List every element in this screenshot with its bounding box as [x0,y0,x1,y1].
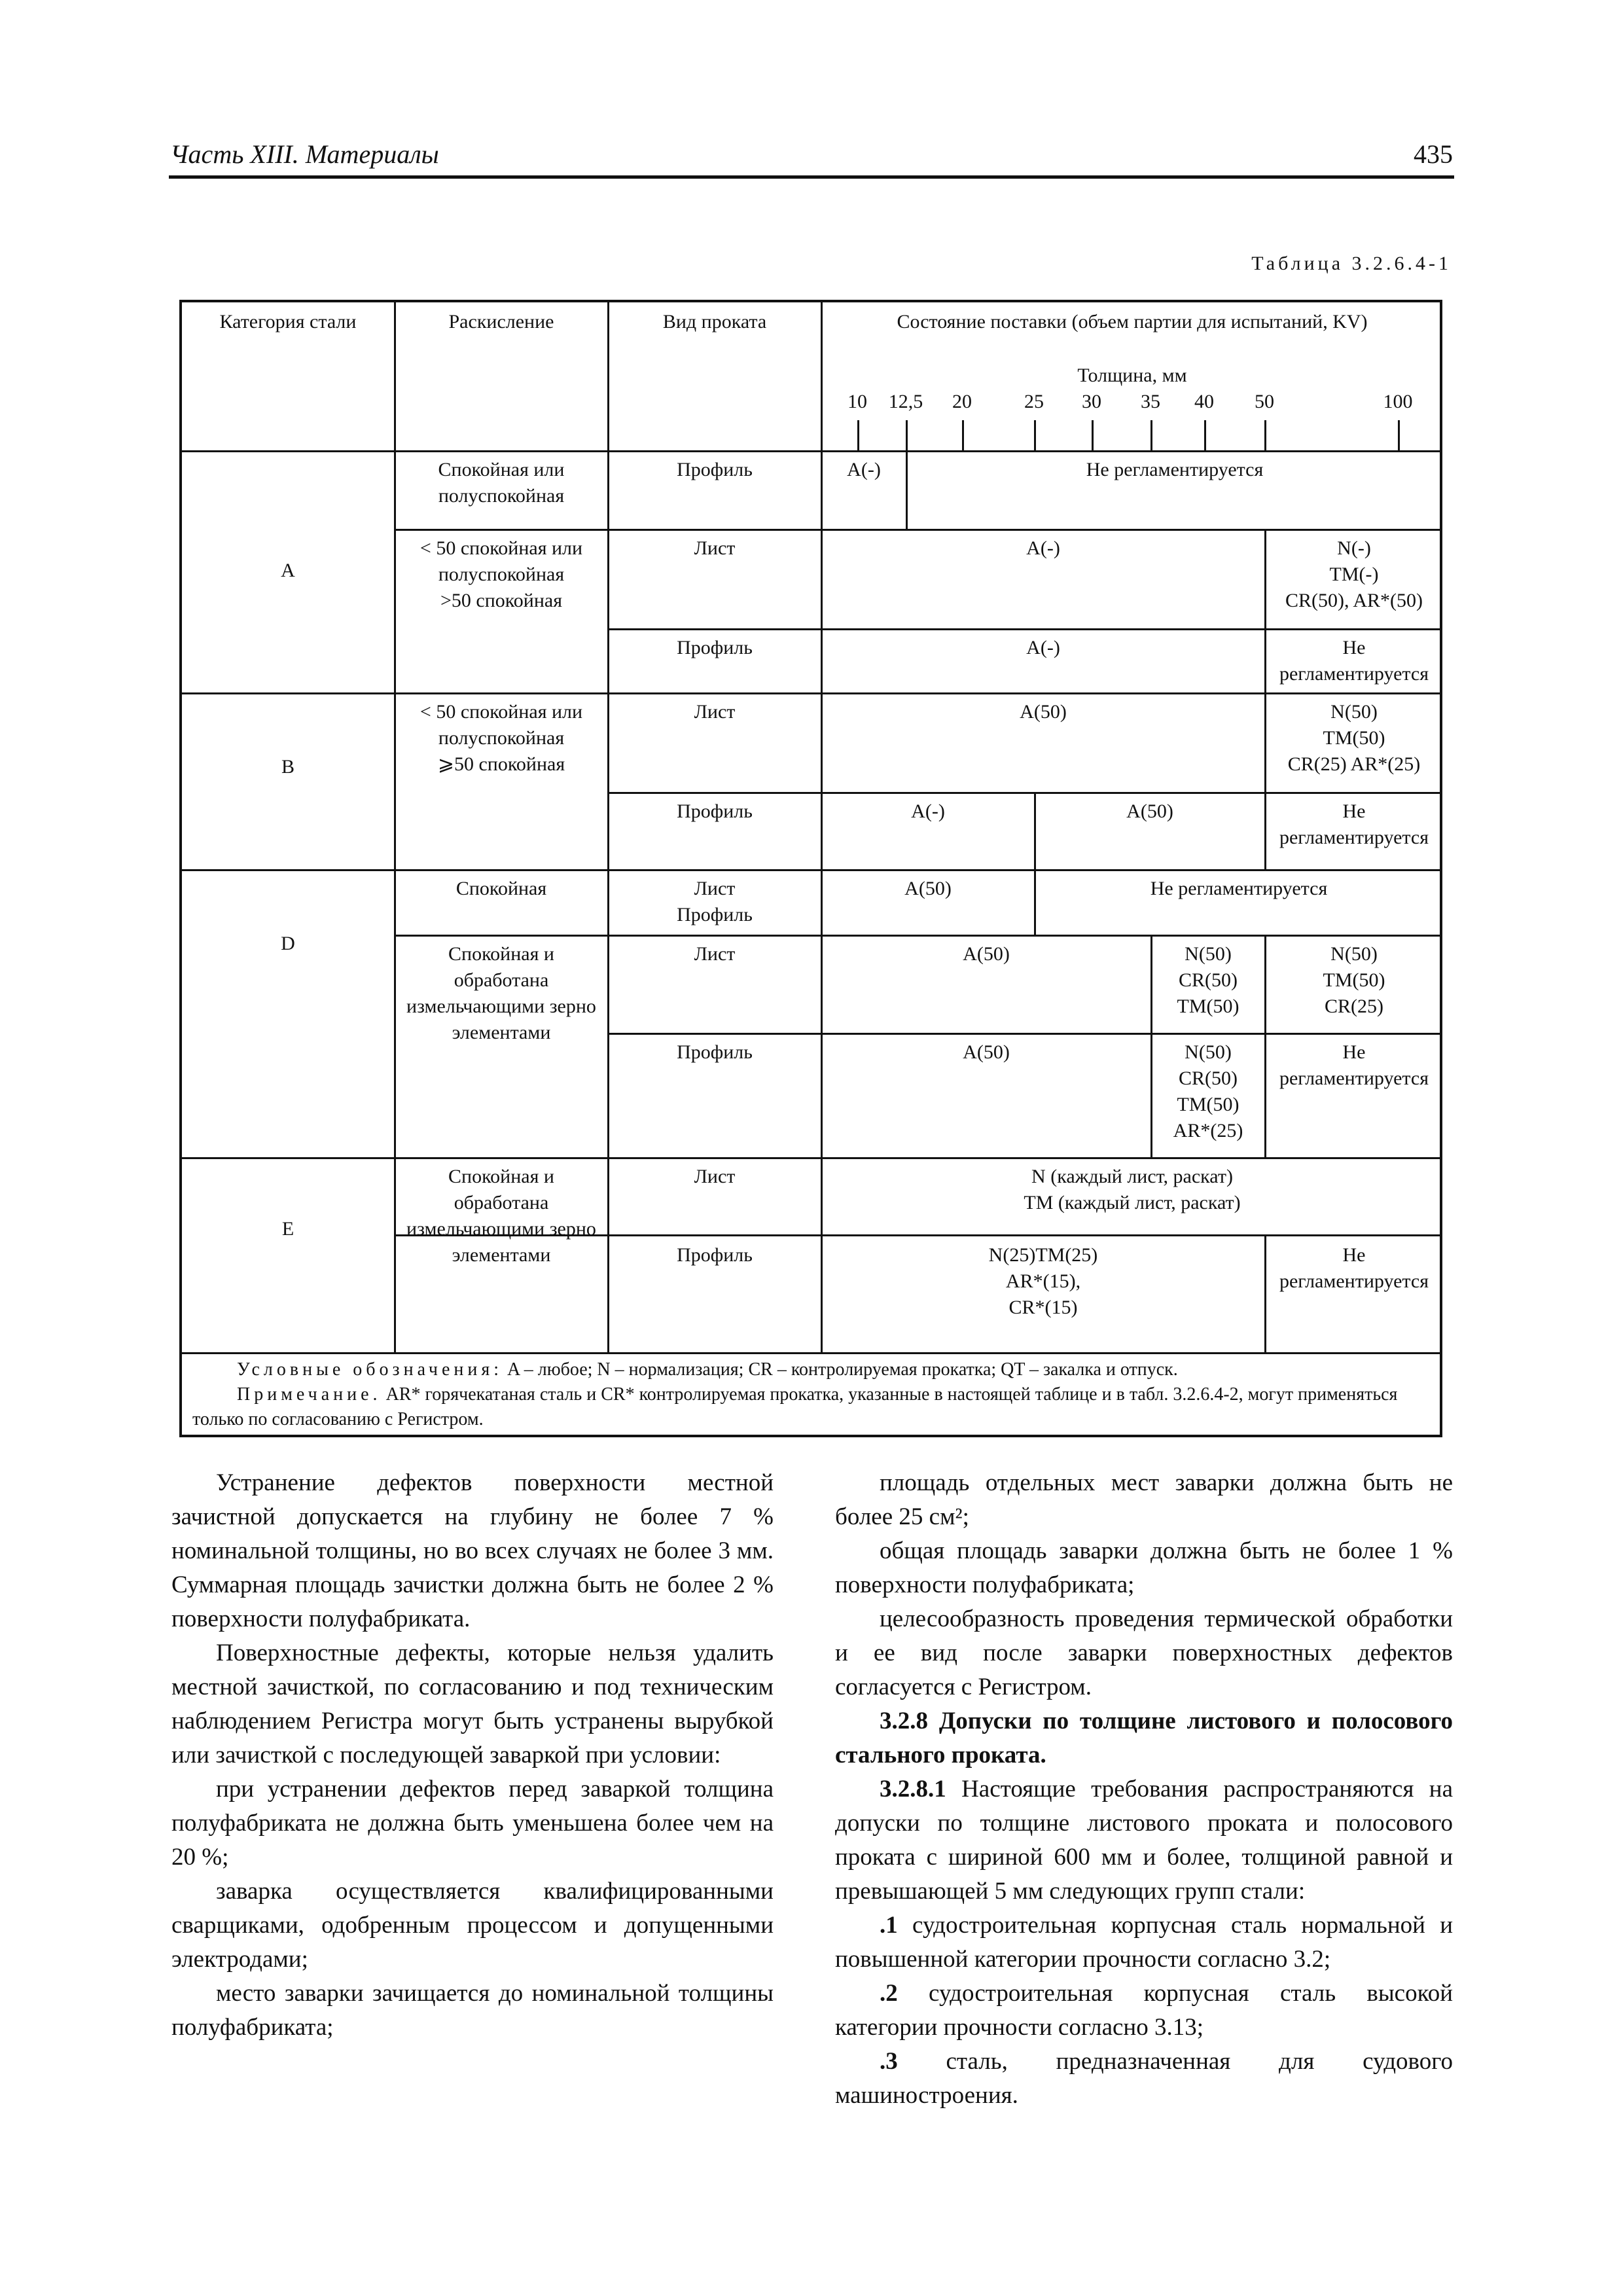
table-rule [609,628,1442,630]
delivery-cell: N(50) TM(50) CR(25) [1323,943,1385,1017]
deoxidation-cell: Спокойная или полуспокойная [438,459,565,507]
thickness-label: Толщина, мм [1077,365,1187,386]
col-header-deoxidation: Раскисление [448,311,554,332]
running-header-title: Часть XIII. Материалы [170,139,439,169]
paragraph: общая площадь заварки должна быть не более 1 % поверхности полуфабриката; [835,1537,1453,1598]
deoxidation-cell: Спокойная и обработана измельчающими зерно элементами [406,943,596,1043]
delivery-cell: Не регламентируется [1086,459,1264,480]
tick-label: 12,5 [888,391,923,412]
product-cell: Лист Профиль [677,878,753,925]
product-cell: Лист [694,537,736,559]
tick-label: 25 [1024,391,1044,412]
col-header-delivery: Состояние поставки (объем партии для испытаний, KV) [897,311,1368,332]
tick-label: 10 [847,391,867,412]
category-b: B [281,756,294,778]
header-rule [169,175,1454,179]
delivery-cell: N(-) TM(-) CR(50), AR*(50) [1285,537,1423,611]
deoxidation-cell: Спокойная [455,878,547,899]
delivery-cell: N (каждый лист, раскат) TM (каждый лист, раскат) [1024,1166,1241,1213]
delivery-cell: A(50) [1126,800,1173,822]
list-item: .1 судостроительная корпусная сталь нормальной и повышенной категории прочности согласно 3.2; [835,1912,1453,1973]
scale-tick [1204,420,1206,450]
delivery-cell: A(50) [904,878,952,899]
deoxidation-cell: < 50 спокойная или полуспокойная >50 спокойная [419,537,583,611]
paragraph: 3.2.8.1 Настоящие требования распространяются на допуски по толщине листового проката и полосового проката с шириной 600 мм и более, толщиной равной и превышающей 5 мм следующих групп стали: [835,1776,1453,1905]
table-rule [182,692,1442,694]
table-rule [182,450,1442,452]
deoxidation-cell: Спокойная и обработана измельчающими зерно элементами [406,1166,596,1266]
table-caption: Таблица 3.2.6.4-1 [1251,253,1452,274]
delivery-cell: N(50) CR(50) TM(50) AR*(25) [1173,1041,1243,1141]
paragraph: площадь отдельных мест заварки должна быть не более 25 см²; [835,1469,1453,1530]
table-notes [192,1357,1429,1432]
tick-label: 40 [1194,391,1214,412]
delivery-cell: Не регламентируется [1279,800,1429,848]
category-e: E [281,1218,294,1240]
product-cell: Лист [694,701,736,723]
delivery-cell: Не регламентируется [1279,637,1429,685]
paragraph: целесообразность проведения термической обработки и ее вид после заварки поверхностных дефектов согласуется с Регистром. [835,1605,1453,1700]
col-header-category: Категория стали [219,311,357,332]
col-header-product: Вид проката [662,311,767,332]
delivery-cell: A(-) [1026,637,1060,658]
deoxidation-cell: < 50 спокойная или полуспокойная ⩾50 спокойная [419,701,583,775]
delivery-cell: A(-) [911,800,945,822]
delivery-cell: A(50) [963,1041,1010,1063]
table-rule [395,935,1442,937]
delivery-cell: N(50) TM(50) CR(25) AR*(25) [1287,701,1421,775]
delivery-cell: N(50) CR(50) TM(50) [1177,943,1240,1017]
category-d: D [281,933,295,954]
product-cell: Лист [694,1166,736,1187]
scale-tick [962,420,964,450]
paragraph: при устранении дефектов перед заваркой толщина полуфабриката не должна быть уменьшена более чем на 20 %; [171,1776,774,1871]
delivery-cell: Не регламентируется [1279,1041,1429,1089]
note-line [192,1382,1429,1432]
paragraph: заварка осуществляется квалифицированными сварщиками, одобренным процессом и допущенными электродами; [171,1878,774,1973]
table-rule [609,792,1442,794]
tick-label: 35 [1141,391,1160,412]
tick-label: 100 [1383,391,1413,412]
note-label: Примечание. [237,1384,382,1405]
table-rule [182,869,1442,871]
list-item: .2 судостроительная корпусная сталь высокой категории прочности согласно 3.13; [835,1980,1453,2041]
tick-label: 50 [1255,391,1274,412]
table-rule [609,1033,1442,1035]
scale-tick [1092,420,1094,450]
table-rule [182,1157,1442,1159]
scale-tick [1150,420,1152,450]
product-cell: Профиль [677,800,753,822]
product-cell: Профиль [677,1244,753,1266]
page-number: 435 [1414,139,1453,169]
product-cell: Профиль [677,637,753,658]
legend-text: A – любое; N – нормализация; CR – контролируемая прокатка; QT – закалка и отпуск. [507,1359,1178,1380]
delivery-cell: A(-) [1026,537,1060,559]
paragraph: место заварки зачищается до номинальной толщины полуфабриката; [171,1980,774,2041]
list-item: .3 сталь, предназначенная для судового машиностроения. [835,2048,1453,2109]
left-column [171,1466,774,2045]
note-text: AR* горячекатаная сталь и CR* контролируемая прокатка, указанные в настоящей таблице и в табл. 3.2.6.4-2, могут применяться только по согласованию с Регистром. [192,1384,1398,1429]
table-rule [395,529,1442,531]
tick-label: 30 [1082,391,1101,412]
scale-tick [857,420,859,450]
delivery-cell: A(50) [1020,701,1067,723]
delivery-cell: N(25)TM(25) AR*(15), CR*(15) [988,1244,1098,1318]
paragraph: Поверхностные дефекты, которые нельзя удалить местной зачисткой, по согласованию и под техническим наблюдением Регистра могут быть устранены вырубкой или зачисткой с последующей заваркой при условии: [171,1640,774,1768]
delivery-cell: A(-) [847,459,881,480]
delivery-cell: A(50) [963,943,1010,965]
steel-table [179,300,1442,1437]
tick-label: 20 [952,391,972,412]
scale-tick [1034,420,1036,450]
product-cell: Лист [694,943,736,965]
legend-line [192,1357,1429,1382]
section-heading: 3.2.8 Допуски по толщине листового и полосового стального проката. [835,1708,1453,1768]
delivery-cell: Не регламентируется [1150,878,1328,899]
table-rule [182,1352,1442,1354]
category-a: A [281,560,295,581]
scale-tick [1398,420,1400,450]
right-column [835,1466,1453,2113]
paragraph: Устранение дефектов поверхности местной зачистной допускается на глубину не более 7 % номинальной толщины, но во всех случаях не более 3 мм. Суммарная площадь зачистки должна быть не более 2 % поверхности полуфабриката. [171,1469,774,1632]
product-cell: Профиль [677,1041,753,1063]
scale-tick [1264,420,1266,450]
scale-tick [906,420,908,450]
legend-label: Условные обозначения: [237,1359,503,1380]
product-cell: Профиль [677,459,753,480]
delivery-cell: Не регламентируется [1279,1244,1429,1292]
